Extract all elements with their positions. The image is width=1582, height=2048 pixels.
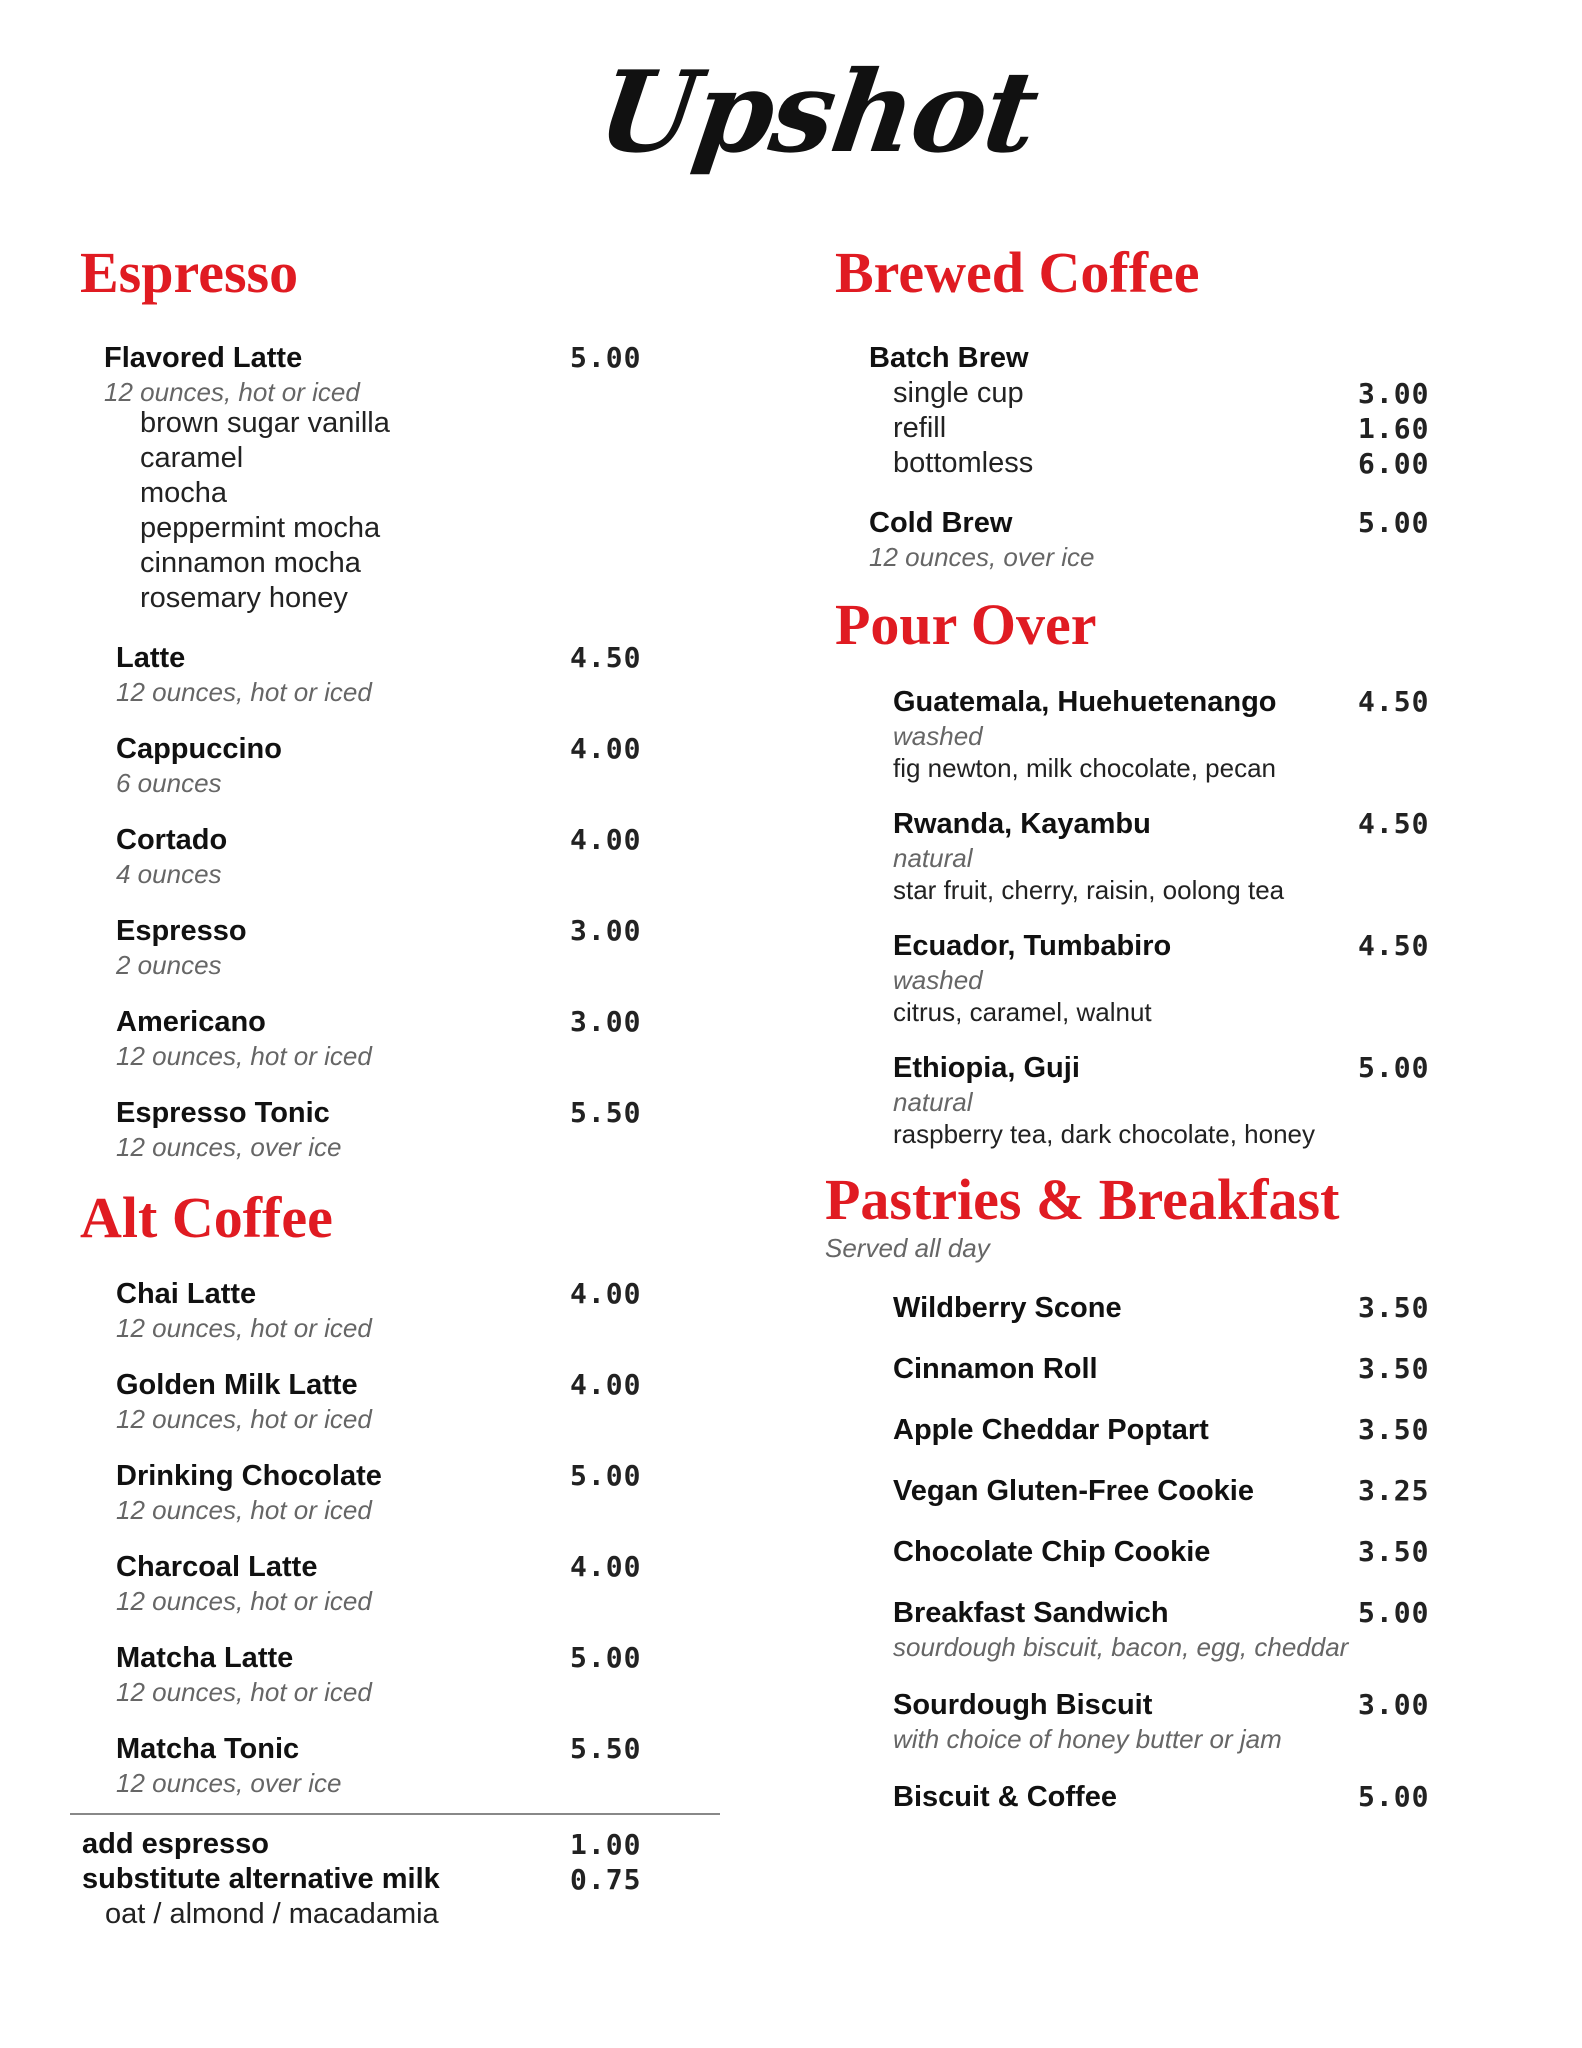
item-price: 3.00: [570, 914, 642, 947]
menu-item: [116, 1549, 372, 1617]
item-name: Espresso Tonic: [116, 1097, 330, 1129]
section-title-pastries: Pastries & Breakfast: [825, 1167, 1340, 1232]
menu-item: [893, 684, 1277, 784]
item-name: Espresso: [116, 915, 247, 947]
menu-item: [893, 1534, 1210, 1570]
item-name: Ethiopia, Guji: [893, 1052, 1080, 1084]
item-price: 6.00: [1358, 447, 1430, 480]
item-name: Drinking Chocolate: [116, 1460, 382, 1492]
item-price: 4.00: [570, 1368, 642, 1401]
menu-item: [893, 1050, 1315, 1150]
batch-option: bottomless: [893, 447, 1034, 479]
item-price: 3.50: [1358, 1535, 1430, 1568]
item-price: 3.25: [1358, 1474, 1430, 1507]
item-tasting-notes: raspberry tea, dark chocolate, honey: [893, 1119, 1316, 1149]
section-subtitle: Served all day: [825, 1233, 990, 1263]
item-name: Golden Milk Latte: [116, 1369, 358, 1401]
addon-name: substitute alternative milk: [82, 1863, 440, 1895]
flavor-list: [140, 406, 390, 616]
item-name: Charcoal Latte: [116, 1551, 318, 1583]
item-name: Cappuccino: [116, 733, 282, 765]
flavor-option: brown sugar vanilla: [140, 407, 390, 439]
item-price: 5.00: [570, 341, 642, 374]
menu-item: [116, 1458, 382, 1526]
item-name: Flavored Latte: [104, 342, 303, 374]
item-name: Rwanda, Kayambu: [893, 808, 1151, 840]
item-name: Breakfast Sandwich: [893, 1597, 1169, 1629]
menu-item: [116, 1640, 372, 1708]
item-price: 4.50: [1358, 685, 1430, 718]
item-desc: 2 ounces: [116, 950, 222, 980]
logo-wordmark: Upshot: [590, 47, 1045, 178]
item-name: Cinnamon Roll: [893, 1353, 1098, 1385]
addon-name: add espresso: [82, 1828, 269, 1860]
menu-item: [893, 928, 1171, 1028]
menu-item: [116, 640, 372, 708]
menu-item: [893, 1473, 1254, 1509]
menu-item: [893, 1412, 1209, 1448]
addon-price: 0.75: [570, 1863, 642, 1896]
menu-item: [893, 806, 1284, 906]
item-name: Cold Brew: [869, 507, 1013, 539]
item-price: 5.00: [1358, 506, 1430, 539]
flavor-option: rosemary honey: [140, 582, 348, 614]
menu-item: [116, 822, 227, 890]
item-tasting-notes: citrus, caramel, walnut: [893, 997, 1152, 1027]
item-price: 4.50: [1358, 929, 1430, 962]
item-process: washed: [893, 721, 983, 751]
menu-item: [893, 1687, 1282, 1755]
item-price: 3.50: [1358, 1291, 1430, 1324]
item-desc: 12 ounces, hot or iced: [116, 1041, 372, 1071]
item-tasting-notes: star fruit, cherry, raisin, oolong tea: [893, 875, 1285, 905]
item-name: Chocolate Chip Cookie: [893, 1536, 1211, 1568]
section-title-alt-coffee: Alt Coffee: [80, 1185, 333, 1250]
item-price: 4.50: [1358, 807, 1430, 840]
item-price: 1.60: [1358, 412, 1430, 445]
batch-option: refill: [893, 412, 947, 444]
item-price: 5.00: [1358, 1596, 1430, 1629]
item-name: Matcha Tonic: [116, 1733, 300, 1765]
item-process: natural: [893, 1087, 973, 1117]
section-title-pour-over: Pour Over: [835, 592, 1097, 657]
flavor-option: caramel: [140, 442, 244, 474]
item-desc: 12 ounces, hot or iced: [116, 1677, 372, 1707]
menu-item: [116, 913, 247, 981]
item-name: Matcha Latte: [116, 1642, 294, 1674]
menu-item-cold-brew: [869, 505, 1094, 573]
item-desc: 12 ounces, hot or iced: [104, 377, 360, 407]
item-price: 3.00: [570, 1005, 642, 1038]
menu-item-flavored-latte: [104, 340, 360, 408]
menu-item: [893, 1595, 1348, 1663]
item-name: Chai Latte: [116, 1278, 257, 1310]
item-desc: 12 ounces, hot or iced: [116, 1586, 372, 1616]
item-name: Wildberry Scone: [893, 1292, 1122, 1324]
section-title-espresso: Espresso: [80, 240, 299, 305]
upshot-logo: [590, 38, 1045, 208]
milk-options-note: oat / almond / macadamia: [105, 1898, 439, 1930]
item-price: 4.00: [570, 1550, 642, 1583]
item-desc: 12 ounces, hot or iced: [116, 1495, 372, 1525]
item-desc: with choice of honey butter or jam: [893, 1724, 1282, 1754]
item-price: 5.00: [1358, 1051, 1430, 1084]
item-price: 5.00: [570, 1641, 642, 1674]
item-name: Cortado: [116, 824, 228, 856]
item-price: 3.00: [1358, 1688, 1430, 1721]
section-title-brewed-coffee: Brewed Coffee: [835, 240, 1200, 305]
menu-item: [116, 731, 282, 799]
menu-item: [893, 1290, 1122, 1326]
item-desc: sourdough biscuit, bacon, egg, cheddar: [893, 1632, 1349, 1662]
item-desc: 12 ounces, hot or iced: [116, 1313, 372, 1343]
item-name: Biscuit & Coffee: [893, 1781, 1117, 1813]
item-price: 5.00: [1358, 1780, 1430, 1813]
item-desc: 12 ounces, over ice: [869, 542, 1095, 572]
item-name: Ecuador, Tumbabiro: [893, 930, 1172, 962]
menu-item: [116, 1731, 341, 1799]
menu-item: [116, 1276, 372, 1344]
item-price: 4.50: [570, 641, 642, 674]
item-price: 4.00: [570, 732, 642, 765]
item-desc: 4 ounces: [116, 859, 222, 889]
item-desc: 12 ounces, over ice: [116, 1768, 342, 1798]
item-name: Sourdough Biscuit: [893, 1689, 1153, 1721]
divider: [70, 1813, 720, 1815]
menu-item: [893, 1779, 1117, 1815]
menu-item: [893, 1351, 1098, 1387]
item-desc: 12 ounces, hot or iced: [116, 1404, 372, 1434]
flavor-option: mocha: [140, 477, 228, 509]
item-price: 4.00: [570, 823, 642, 856]
addon-price: 1.00: [570, 1828, 642, 1861]
item-name: Guatemala, Huehuetenango: [893, 686, 1277, 718]
item-price: 4.00: [570, 1277, 642, 1310]
item-name: Vegan Gluten-Free Cookie: [893, 1475, 1254, 1507]
item-desc: 12 ounces, hot or iced: [116, 677, 372, 707]
menu-item-batch-brew: [869, 340, 1033, 481]
item-process: natural: [893, 843, 973, 873]
menu-item: [116, 1004, 372, 1072]
menu-item: [116, 1095, 341, 1163]
item-price: 3.00: [1358, 377, 1430, 410]
item-price: 5.00: [570, 1459, 642, 1492]
batch-option: single cup: [893, 377, 1024, 409]
item-name: Americano: [116, 1006, 266, 1038]
item-desc: 12 ounces, over ice: [116, 1132, 342, 1162]
menu-item: [116, 1367, 372, 1435]
flavor-option: cinnamon mocha: [140, 547, 361, 579]
item-price: 3.50: [1358, 1413, 1430, 1446]
item-price: 5.50: [570, 1732, 642, 1765]
item-price: 3.50: [1358, 1352, 1430, 1385]
item-process: washed: [893, 965, 983, 995]
item-name: Apple Cheddar Poptart: [893, 1414, 1209, 1446]
item-name: Latte: [116, 642, 186, 674]
item-name: Batch Brew: [869, 342, 1029, 374]
item-price: 5.50: [570, 1096, 642, 1129]
item-tasting-notes: fig newton, milk chocolate, pecan: [893, 753, 1276, 783]
flavor-option: peppermint mocha: [140, 512, 381, 544]
item-desc: 6 ounces: [116, 768, 222, 798]
